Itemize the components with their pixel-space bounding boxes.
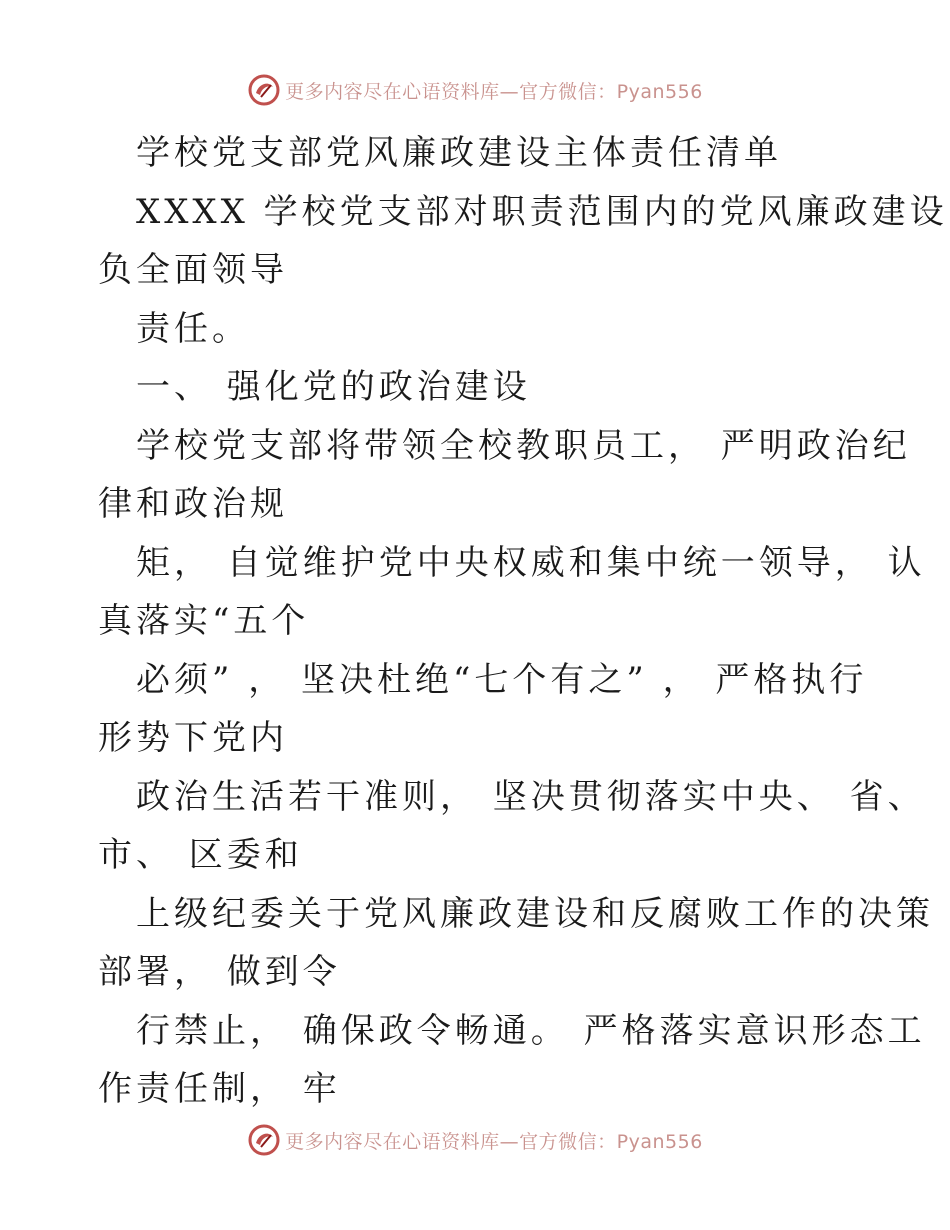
text-line: 负全面领导	[98, 250, 288, 290]
text-line: 上级纪委关于党风廉政建设和反腐败工作的决策	[136, 893, 934, 934]
text-line: 一、 强化党的政治建设	[136, 367, 531, 407]
text-line: 律和政治规	[98, 484, 288, 524]
footer-watermark-banner	[0, 1122, 950, 1158]
text-line: 市、 区委和	[98, 835, 303, 875]
text-line: XXXX 学校党支部对职责范围内的党风廉政建设	[136, 191, 948, 232]
text-line: 矩， 自觉维护党中央权威和集中统一领导， 认	[136, 542, 926, 583]
red-swirl-logo-icon	[247, 1123, 281, 1157]
watermark-text: 更多内容尽在心语资料库—官方微信：Pyan556	[285, 1130, 703, 1153]
text-line: 行禁止， 确保政令畅通。 严格落实意识形态工	[136, 1010, 926, 1051]
text-line: 形势下党内	[98, 718, 288, 758]
document-body	[98, 124, 948, 1119]
text-line: 责任。	[136, 308, 250, 349]
text-line: 学校党支部党风廉政建设主体责任清单	[136, 133, 782, 173]
text-line: 作责任制， 牢	[98, 1069, 341, 1109]
red-swirl-logo-icon	[247, 73, 281, 107]
text-line: 政治生活若干准则， 坚决贯彻落实中央、 省、	[136, 776, 926, 817]
text-line: 学校党支部将带领全校教职员工， 严明政治纪	[136, 425, 911, 466]
text-line: 必须” ， 坚决杜绝“七个有之” ， 严格执行	[136, 659, 868, 700]
text-line: 部署， 做到令	[98, 952, 341, 992]
watermark-text: 更多内容尽在心语资料库—官方微信：Pyan556	[285, 80, 703, 103]
header-watermark-banner	[0, 72, 950, 108]
text-line: 真落实“五个	[98, 601, 310, 641]
